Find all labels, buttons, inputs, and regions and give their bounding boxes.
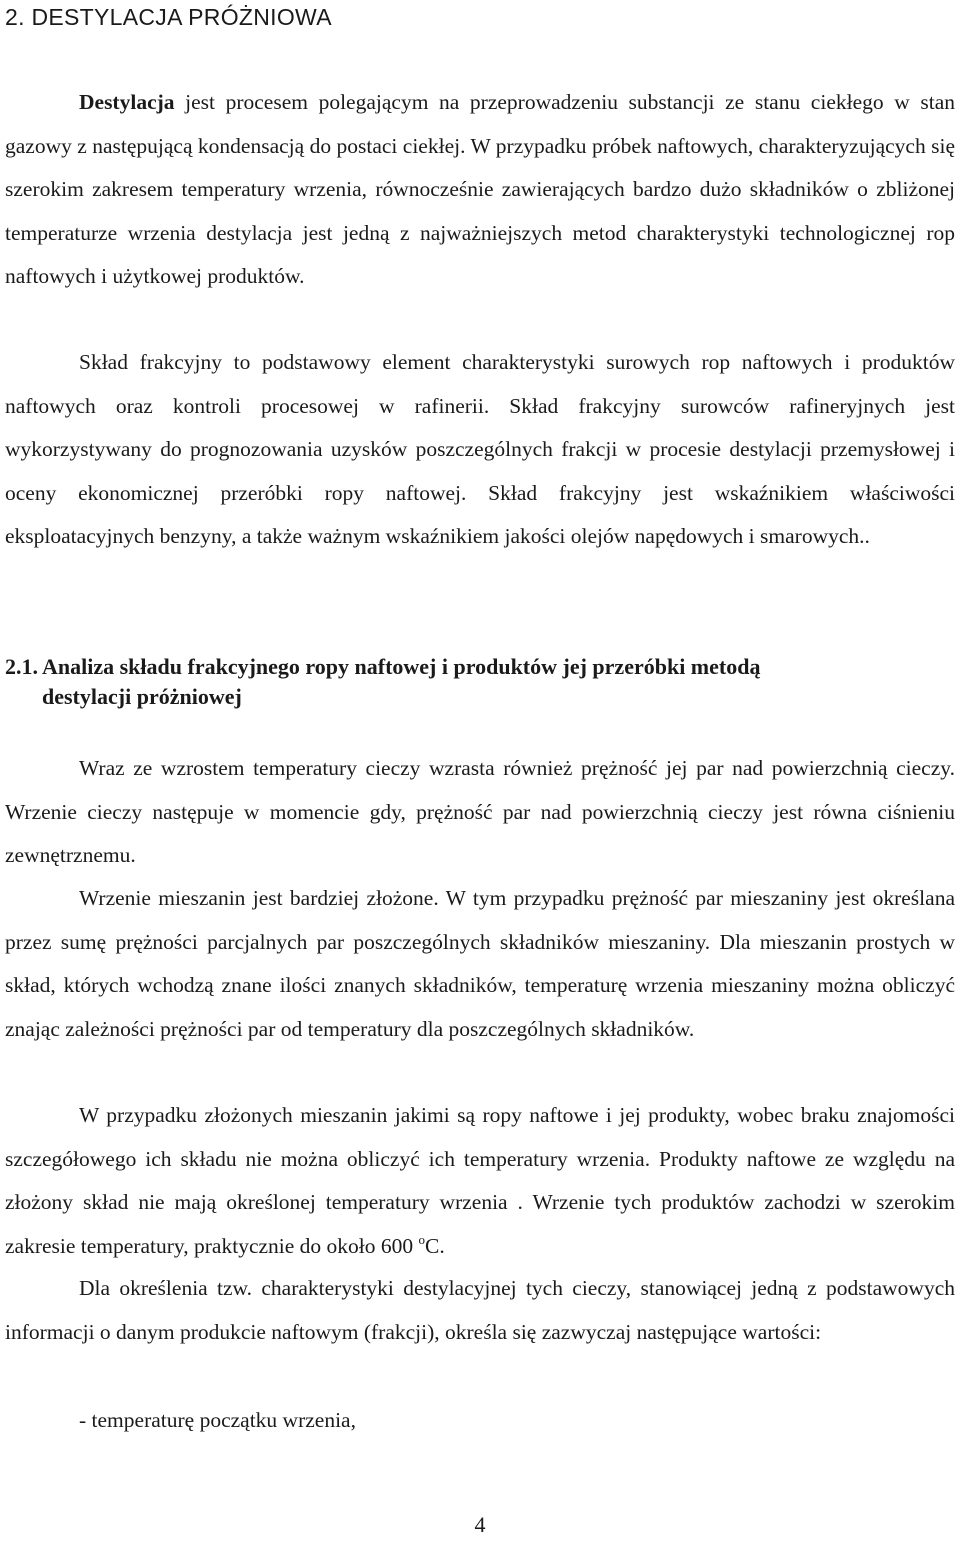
- section-title-line-1: Analiza składu frakcyjnego ropy naftowej i produktów jej przeróbki metodą: [42, 654, 761, 679]
- section-paragraph-4-text: Dla określenia tzw. charakterystyki destylacyjnej tych cieczy, stanowiącej jedną z podstawowych informacji o danym produkcie naftowym (frakcji), określa się zazwyczaj następujące wartości:: [5, 1276, 955, 1344]
- defined-term: Destylacja: [79, 90, 175, 114]
- page-number: 4: [474, 1512, 486, 1537]
- degree-superscript: o: [418, 1231, 426, 1247]
- section-paragraph-1: [5, 747, 955, 878]
- celsius-unit: C.: [425, 1233, 445, 1258]
- list-item: [5, 1399, 955, 1443]
- chapter-title: 2. DESTYLACJA PRÓŻNIOWA: [5, 4, 332, 30]
- section-paragraph-2: [5, 877, 955, 1051]
- intro-paragraph-1: [5, 81, 955, 299]
- section-paragraph-4: [5, 1267, 955, 1354]
- intro-paragraph-2: [5, 341, 955, 559]
- section-paragraph-3: [5, 1094, 955, 1268]
- section-heading: [5, 652, 945, 712]
- section-paragraph-1-text: Wraz ze wzrostem temperatury cieczy wzrasta również prężność jej par nad powierzchnią cieczy. Wrzenie cieczy następuje w momencie gdy, prężność par nad powierzchnią cieczy jest równa ciśnieniu zewnętrznemu.: [5, 756, 955, 868]
- section-number: 2.1.: [5, 654, 38, 679]
- section-paragraph-2-text: Wrzenie mieszanin jest bardziej złożone. W tym przypadku prężność par mieszaniny jest określana przez sumę prężności parcjalnych par poszczególnych składników mieszaniny. Dla mieszanin prostych w skład, których wchodzą znane ilości znanych składników, temperaturę wrzenia mieszaniny można obliczyć znając zależności prężności par od temperatury dla poszczególnych składników.: [5, 886, 955, 1041]
- section-paragraph-3-text: W przypadku złożonych mieszanin jakimi są ropy naftowe i jej produkty, wobec braku znajomości szczegółowego ich składu nie można obliczyć ich temperatury wrzenia. Produkty naftowe ze względu na złożony skład nie mają określonej temperatury wrzenia . Wrzenie tych produktów zachodzi w szerokim zakresie temperatury, praktycznie do około 600: [5, 1103, 955, 1258]
- intro-paragraph-1-text: jest procesem polegającym na przeprowadzeniu substancji ze stanu ciekłego w stan gazowy z następującą kondensacją do postaci ciekłej. W przypadku próbek naftowych, charakteryzujących się szerokim zakresem temperatury wrzenia, równocześnie zawierających bardzo dużo składników o zbliżonej temperaturze wrzenia destylacja jest jedną z najważniejszych metod charakterystyki technologicznej rop naftowych i użytkowej produktów.: [5, 90, 955, 289]
- section-title-line-2: destylacji próżniowej: [42, 684, 242, 709]
- list-item-text: - temperaturę początku wrzenia,: [79, 1408, 356, 1432]
- intro-paragraph-2-text: Skład frakcyjny to podstawowy element charakterystyki surowych rop naftowych i produktów naftowych oraz kontroli procesowej w rafinerii. Skład frakcyjny surowców rafineryjnych jest wykorzystywany do prognozowania uzysków poszczególnych frakcji w procesie destylacji przemysłowej i oceny ekonomicznej przeróbki ropy naftowej. Skład frakcyjny jest wskaźnikiem właściwości eksploatacyjnych benzyny, a także ważnym wskaźnikiem jakości olejów napędowych i smarowych..: [5, 350, 955, 549]
